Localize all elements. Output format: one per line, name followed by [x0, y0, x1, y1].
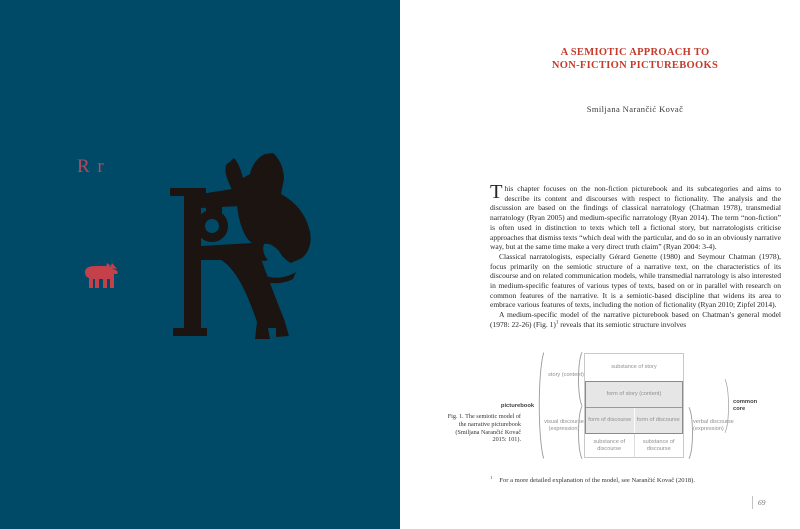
- decorated-initial-R-icon: [168, 150, 328, 342]
- chapter-title: [460, 46, 800, 72]
- cell-substance-of-story: substance of story: [611, 364, 657, 371]
- paragraph-3-text: A medium-specific model of the narrative picturebook based on Chatman’s general model (1978: 22-26) (Fig. 1): [490, 310, 781, 329]
- right-page: [400, 0, 800, 529]
- cell-form-of-story: form of story (content): [586, 382, 682, 408]
- author-name: Smiljana Narančić Kovač: [586, 104, 684, 114]
- body-text: [490, 181, 781, 330]
- footnote: [490, 474, 781, 485]
- figure-label-visual-discourse: visual discourse (expression): [544, 419, 584, 432]
- cell-substance-of-discourse-visual: substance of discourse: [585, 434, 635, 458]
- paragraph-1-text: his chapter focuses on the non-fiction picturebook and its subcategories and aims to describe its content and discourses with respect to fictionality. The analysis and the discussion are based on the findings of classical narratology (Chatman 1978), transmedial narratology (Ryan 2005) and medium-specific narratology (Ryan 2014). The term “non-fiction” is often used in distinction to texts which tell a fictional story, but narratologists criticise approaches that dismiss texts “which deal with the particular, and do so in an obviously narrative way, but at the same time make a very direct truth claim” (Ryan 2004: 3-4).: [490, 184, 781, 252]
- paragraph-2: Classical narratologists, especially Gérard Genette (1980) and Seymour Chatman (1978), focus primarily on the semiotic structure of a narrative text, on the characteristics of its discourse and on related communication models, while transmedial narratology is also interested in medium-specific features of various types of texts, based on or in parallel with research on common features of the narrative. It is a semiotic-based discipline that widens its area to embrace various features of texts, including the notion of fictionality (Ryan 2010; Zipfel 2014).: [490, 251, 781, 310]
- footnote-marker: 1: [490, 475, 493, 480]
- figure-caption: Fig. 1. The semiotic model of the narrative picturebook (Smiljana Narančić Kovač 2015: 101).: [447, 413, 521, 444]
- cell-form-of-discourse-verbal: form of discourse: [636, 417, 680, 424]
- figure-label-common-core: common core: [733, 399, 758, 412]
- paragraph-1: [490, 181, 781, 252]
- drop-cap: T: [490, 181, 503, 203]
- cell-form-of-discourse-visual: form of discourse: [586, 408, 635, 433]
- brace-common-core: [724, 379, 731, 433]
- paragraph-3-text-after: reveals that its semiotic structure involves: [558, 319, 687, 329]
- page-number: 69: [758, 498, 766, 507]
- figure-label-verbal-discourse: verbal discourse (expression): [693, 419, 734, 432]
- cell-substance-of-discourse-verbal: substance of discourse: [642, 439, 675, 452]
- common-core-box: [585, 381, 683, 434]
- folio-divider: [752, 496, 753, 509]
- semiotic-model-box: [584, 353, 684, 458]
- substance-of-discourse-row: [585, 434, 683, 458]
- paragraph-3: [490, 310, 781, 329]
- brace-verbal-discourse: [688, 407, 695, 459]
- page-number-block: [752, 496, 766, 509]
- chapter-title-line1: A SEMIOTIC APPROACH TO: [560, 47, 710, 58]
- brace-visual-discourse: [576, 406, 583, 459]
- letter-pair-heading: R r: [77, 156, 106, 177]
- figure-label-story-content: story (content): [548, 372, 584, 378]
- form-of-discourse-row: [586, 408, 682, 433]
- footnote-reference: 1: [555, 320, 559, 326]
- rhino-icon: [83, 262, 121, 290]
- figure-label-picturebook: picturebook: [500, 403, 535, 409]
- footnote-text: For a more detailed explanation of the model, see Narančić Kovač (2018).: [499, 477, 696, 485]
- brace-picturebook: [536, 352, 545, 459]
- brace-story: [576, 352, 583, 406]
- chapter-title-line2: NON-FICTION PICTUREBOOKS: [551, 60, 719, 71]
